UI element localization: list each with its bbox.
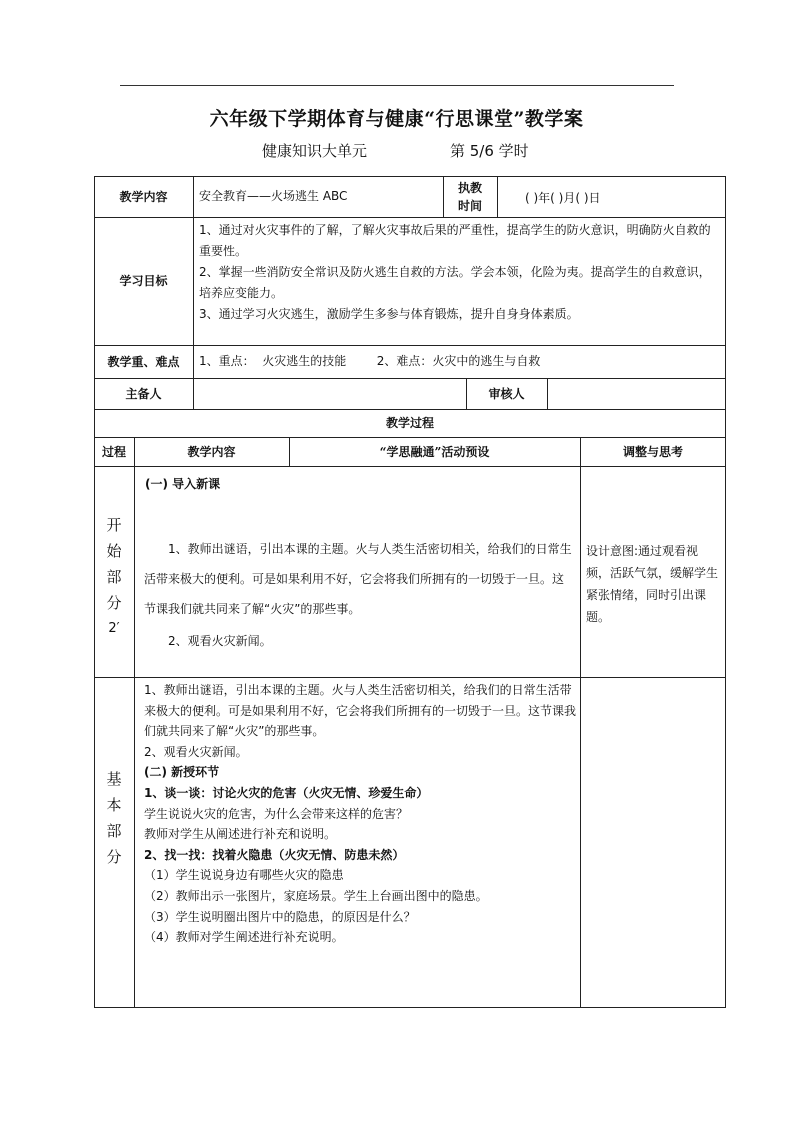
col-header-adjust: 调整与思考: [622, 444, 683, 459]
basic-line: （1）学生说说身边有哪些火灾的隐患: [144, 868, 344, 883]
row-divider: [94, 677, 726, 678]
teaching-content-value: 安全教育——火场逃生 ABC: [199, 189, 348, 203]
basic-line: 教师对学生从阐述进行补充和说明。: [144, 827, 337, 842]
stage-basic: 基 本 部 分: [106, 769, 122, 866]
goal-item: 1、通过对火灾事件的了解，了解火灾事故后果的严重性，提高学生的防火意识，明确防火自救的重要性。: [199, 223, 711, 258]
design-intent-note: 设计意图:通过观看视频，活跃气氛，缓解学生紧张情绪，同时引出课题。: [586, 544, 719, 624]
unit-name: 健康知识大单元: [262, 142, 368, 160]
start-section-title: (一) 导入新课: [145, 477, 221, 491]
start-paragraph-1: 1、教师出谜语，引出本课的主题。火与人类生活密切相关，给我们的日常生活带来极大的便利。可是如果利用不好，它会将我们所拥有的一切毁于一旦。这节课我们就共同来了解“火灾”的那些事。: [144, 542, 572, 616]
key-points-value: 1、重点： 火灾逃生的技能 2、难点：火灾中的逃生与自救: [199, 354, 541, 368]
col-divider: [497, 176, 498, 217]
teaching-content-label: 教学内容: [119, 189, 168, 204]
header-rule: [120, 85, 674, 86]
basic-line-heading: (二) 新授环节: [144, 765, 220, 780]
reviewer-label: 审核人: [488, 386, 525, 401]
col-divider: [193, 176, 194, 409]
basic-line: （4）教师对学生阐述进行补充说明。: [144, 930, 344, 945]
preparer-label: 主备人: [125, 386, 162, 401]
key-points-label: 教学重、难点: [107, 354, 180, 369]
period-number: 第 5/6 学时: [450, 142, 529, 160]
basic-line: 2、观看火灾新闻。: [144, 744, 248, 759]
col-header-content: 教学内容: [187, 444, 236, 459]
basic-line: （3）学生说明圈出图片中的隐患，的原因是什么？: [144, 909, 416, 924]
basic-line-heading: 2、找一找：找着火隐患（火灾无情、防患未然）: [144, 847, 405, 862]
goal-item: 3、通过学习火灾逃生，激励学生多参与体育锻炼，提升自身身体素质。: [199, 307, 579, 321]
col-divider: [134, 437, 135, 1008]
process-heading: 教学过程: [385, 416, 434, 430]
row-divider: [94, 466, 726, 467]
basic-line-heading: 1、谈一谈：讨论火灾的危害（火灾无情、珍爱生命）: [144, 785, 429, 800]
col-divider: [580, 437, 581, 1008]
basic-section-content: [144, 680, 576, 948]
col-header-activity: “学思融通”活动预设: [379, 444, 490, 459]
learning-goals-list: [199, 220, 721, 325]
teaching-date-value: ( )年( )月( )日: [525, 191, 601, 205]
teaching-time-label: 执教 时间: [457, 180, 482, 213]
page-title: 六年级下学期体育与健康“行思课堂”教学案: [209, 108, 584, 130]
basic-line: （2）教师出示一张图片，家庭场景。学生上台画出图中的隐患。: [144, 888, 488, 903]
basic-line: 1、教师出谜语，引出本课的主题。火与人类生活密切相关，给我们的日常生活带来极大的便利。可是如果利用不好，它会将我们所拥有的一切毁于一旦。这节课我们就共同来了解“火灾”的那些事。: [144, 683, 577, 739]
col-header-stage: 过程: [101, 444, 126, 459]
goal-item: 2、掌握一些消防安全常识及防火逃生自救的方法。学会本领，化险为夷。提高学生的自救意识，培养应变能力。: [199, 265, 711, 300]
stage-start: 开 始 部 分 2′: [106, 515, 122, 636]
learning-goals-label: 学习目标: [119, 274, 168, 288]
basic-line: 学生说说火灾的危害，为什么会带来这样的危害？: [144, 806, 409, 821]
start-paragraph-2: 2、观看火灾新闻。: [168, 634, 272, 648]
col-divider: [547, 378, 548, 409]
